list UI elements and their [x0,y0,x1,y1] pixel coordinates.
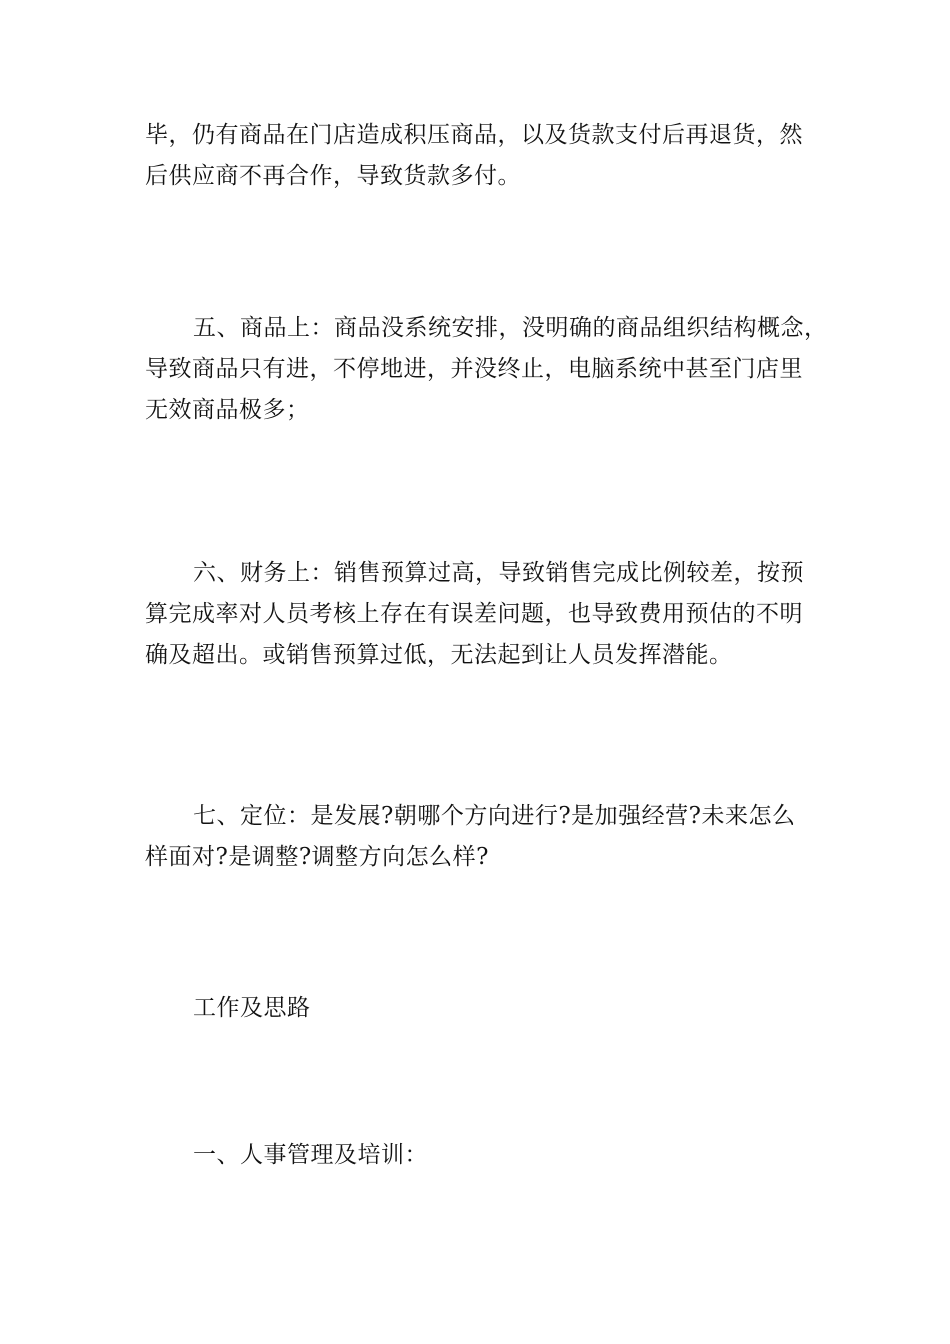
paragraph-section-five [145,308,828,431]
text-line: 毕，仍有商品在门店造成积压商品，以及货款支付后再退货，然 [145,122,803,148]
text-line: 后供应商不再合作，导致货款多付。 [145,163,521,189]
text-line: 算完成率对人员考核上存在有误差问题，也导致费用预估的不明 [145,601,803,627]
text-line: 一、人事管理及培训： [193,1142,428,1168]
paragraph-continuation [145,115,810,197]
text-line: 七、定位：是发展?朝哪个方向进行?是加强经营?未来怎么 [193,803,796,829]
text-line: 导致商品只有进，不停地进，并没终止，电脑系统中甚至门店里 [145,356,803,382]
paragraph-section-seven [145,796,810,878]
text-line: 六、财务上：销售预算过高，导致销售完成比例较差，按预 [193,560,804,586]
paragraph-section-one [145,1135,810,1176]
paragraph-section-six [145,553,810,676]
section-heading-work-and-ideas [145,988,810,1029]
text-line: 样面对?是调整?调整方向怎么样? [145,844,489,870]
text-line: 确及超出。或销售预算过低，无法起到让人员发挥潜能。 [145,642,733,668]
heading-text: 工作及思路 [193,995,311,1021]
text-line: 无效商品极多； [145,397,310,423]
text-line: 五、商品上：商品没系统安排，没明确的商品组织结构概念， [193,315,828,341]
